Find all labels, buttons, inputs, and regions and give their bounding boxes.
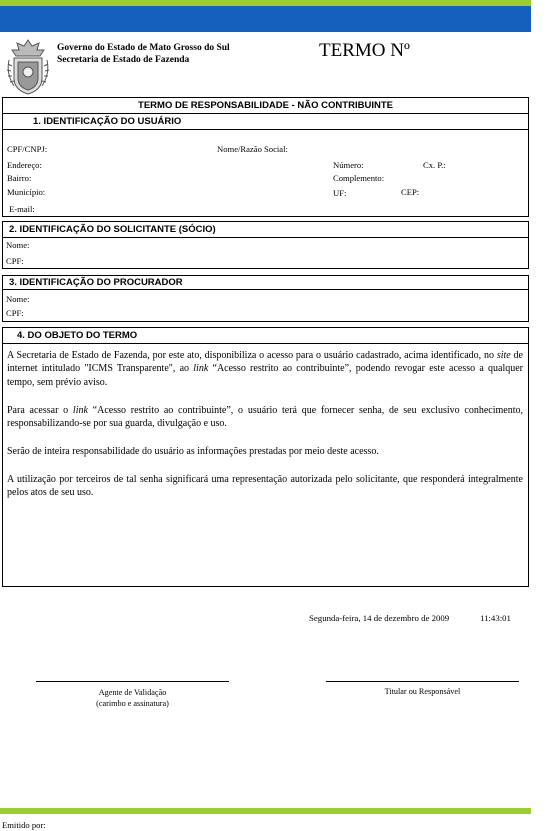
- label-uf: UF:: [333, 188, 347, 198]
- paragraph-2: Para acessar o link “Acesso restrito ao contribuinte”, o usuário terá que fornecer senha, de seu exclusivo conhecimento, responsabilizando-se por sua guarda, divulgação e uso.: [7, 405, 523, 430]
- label-cpf: CPF:: [6, 256, 24, 266]
- divider: [3, 289, 528, 290]
- label-bairro: Bairro:: [7, 173, 32, 183]
- label-cpf-cnpj: CPF/CNPJ:: [7, 144, 48, 154]
- paragraph-1: A Secretaria de Estado de Fazenda, por este ato, disponibiliza o acesso para o usuário cadastrado, acima identificado, no site de internet intitulado "ICMS Transparente", ao link “Acesso restrito ao contribuinte”, podendo revogar este acesso a qualquer tempo, sem prévio aviso.: [7, 350, 523, 388]
- divider: [3, 237, 528, 238]
- termo-number-label: TERMO Nº: [319, 40, 410, 61]
- emitted-by-label: Emitido por:: [2, 820, 46, 830]
- form-title: TERMO DE RESPONSABILIDADE - NÃO CONTRIBUINTE: [138, 100, 393, 111]
- divider: [3, 113, 528, 114]
- section-2-box: [2, 221, 529, 269]
- label-nome-razao: Nome/Razão Social:: [217, 144, 288, 154]
- label-complemento: Complemento:: [333, 173, 385, 183]
- signature-caption-holder: Titular ou Responsável: [384, 687, 461, 696]
- bottom-green-bar: [0, 808, 531, 814]
- section-2-title: 2. IDENTIFICAÇÃO DO SOLICITANTE (SÓCIO): [9, 224, 216, 235]
- label-numero: Número:: [333, 160, 364, 170]
- emission-time: 11:43:01: [480, 613, 511, 623]
- label-municipio: Município:: [7, 187, 46, 197]
- label-nome: Nome:: [6, 240, 30, 250]
- label-nome: Nome:: [6, 294, 30, 304]
- section-4-box: [2, 327, 529, 587]
- label-cep: CEP:: [401, 187, 420, 197]
- label-cpf: CPF:: [6, 308, 24, 318]
- divider: [3, 129, 528, 130]
- section-3-title: 3. IDENTIFICAÇÃO DO PROCURADOR: [9, 277, 183, 288]
- coat-of-arms-icon: [6, 38, 50, 96]
- label-endereco: Endereço:: [7, 160, 42, 170]
- section-1-box: [2, 97, 529, 217]
- divider: [3, 343, 528, 344]
- signature-line-holder: [326, 681, 519, 682]
- gov-line-2: Secretaria de Estado de Fazenda: [57, 55, 190, 65]
- top-blue-bar: [0, 6, 531, 32]
- gov-line-1: Governo do Estado de Mato Grosso do Sul: [57, 43, 230, 53]
- section-1-title: 1. IDENTIFICAÇÃO DO USUÁRIO: [33, 116, 182, 127]
- label-email: E-mail:: [9, 204, 35, 214]
- section-3-box: [2, 275, 529, 322]
- signature-line-agent: [36, 681, 229, 682]
- section-4-title: 4. DO OBJETO DO TERMO: [17, 330, 138, 341]
- label-cx-p: Cx. P.:: [423, 160, 446, 170]
- paragraph-4: A utilização por terceiros de tal senha significará uma representação autorizada pelo solicitante, que responderá integralmente pelos atos de seu uso.: [7, 474, 523, 499]
- signature-caption-agent: Agente de Validação (carimbo e assinatura): [96, 688, 169, 708]
- paragraph-3: Serão de inteira responsabilidade do usuário as informações prestadas por meio deste acesso.: [7, 446, 379, 457]
- emission-date: Segunda-feira, 14 de dezembro de 2009: [309, 613, 450, 623]
